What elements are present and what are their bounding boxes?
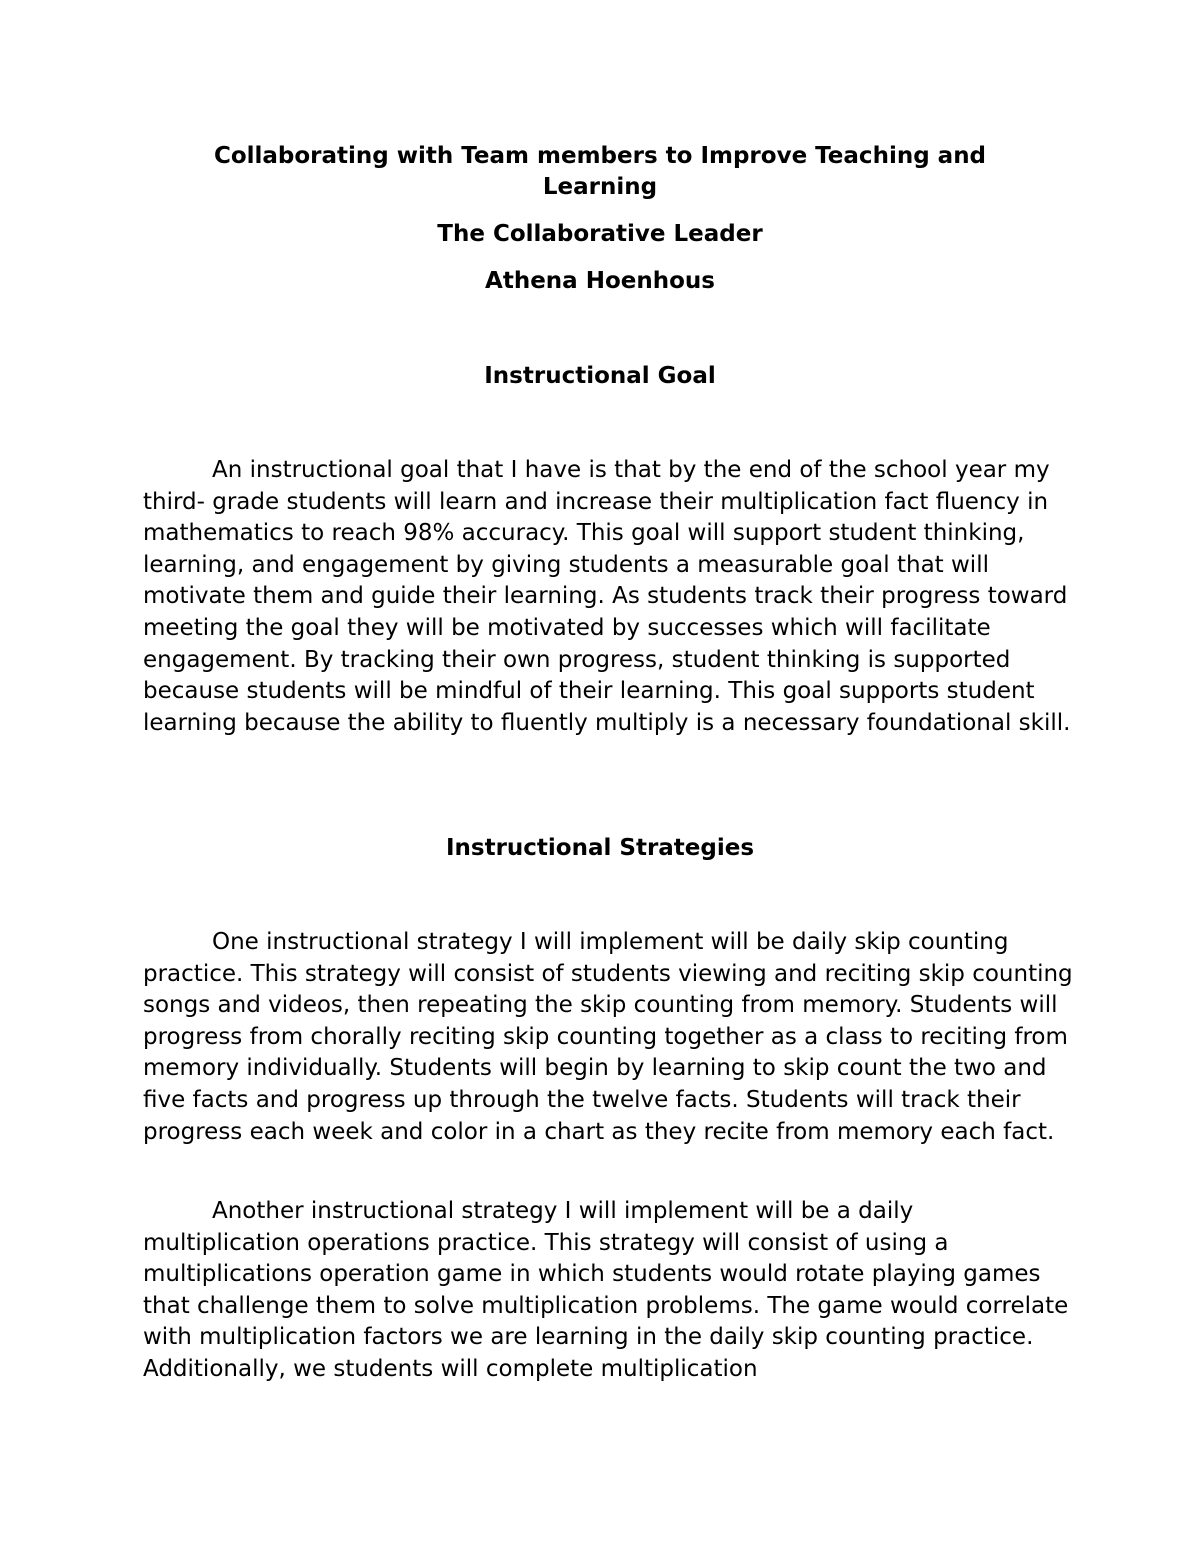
paragraph-instructional-goal: An instructional goal that I have is that by the end of the school year my third- grade students will learn and increase their multiplication fact fluency in mathematics to reach 98% accuracy. This goal will support student thinking, learning, and engagement by giving students a measurable goal that will motivate them and guide their learning. As students track their progress toward meeting the goal they will be motivated by successes which will facilitate engagement. By tracking their own progress, student thinking is supported because students will be mindful of their learning. This goal supports student learning because the ability to fluently multiply is a necessary foundational skill.	[143, 457, 1071, 736]
section-heading-instructional-goal: Instructional Goal	[484, 363, 716, 389]
document-author: Athena Hoenhous	[485, 268, 715, 294]
document-title: Collaborating with Team members to Improve Teaching and Learning	[213, 143, 987, 200]
paragraph-operations-strategy: Another instructional strategy I will implement will be a daily multiplication operations practice. This strategy will consist of using a multiplications operation game in which students would rotate playing games that challenge them to solve multiplication problems. The game would correlate with multiplication factors we are learning in the daily skip counting practice. Additionally, we students will complete multiplication	[143, 1198, 1069, 1382]
section-heading-instructional-strategies: Instructional Strategies	[445, 835, 755, 861]
document-subtitle: The Collaborative Leader	[437, 221, 763, 247]
paragraph-skip-counting-strategy: One instructional strategy I will implement will be daily skip counting practice. This strategy will consist of students viewing and reciting skip counting songs and videos, then repeating the skip counting from memory. Students will progress from chorally reciting skip counting together as a class to reciting from memory individually. Students will begin by learning to skip count the two and five facts and progress up through the twelve facts. Students will track their progress each week and color in a chart as they recite from memory each fact.	[143, 929, 1073, 1145]
